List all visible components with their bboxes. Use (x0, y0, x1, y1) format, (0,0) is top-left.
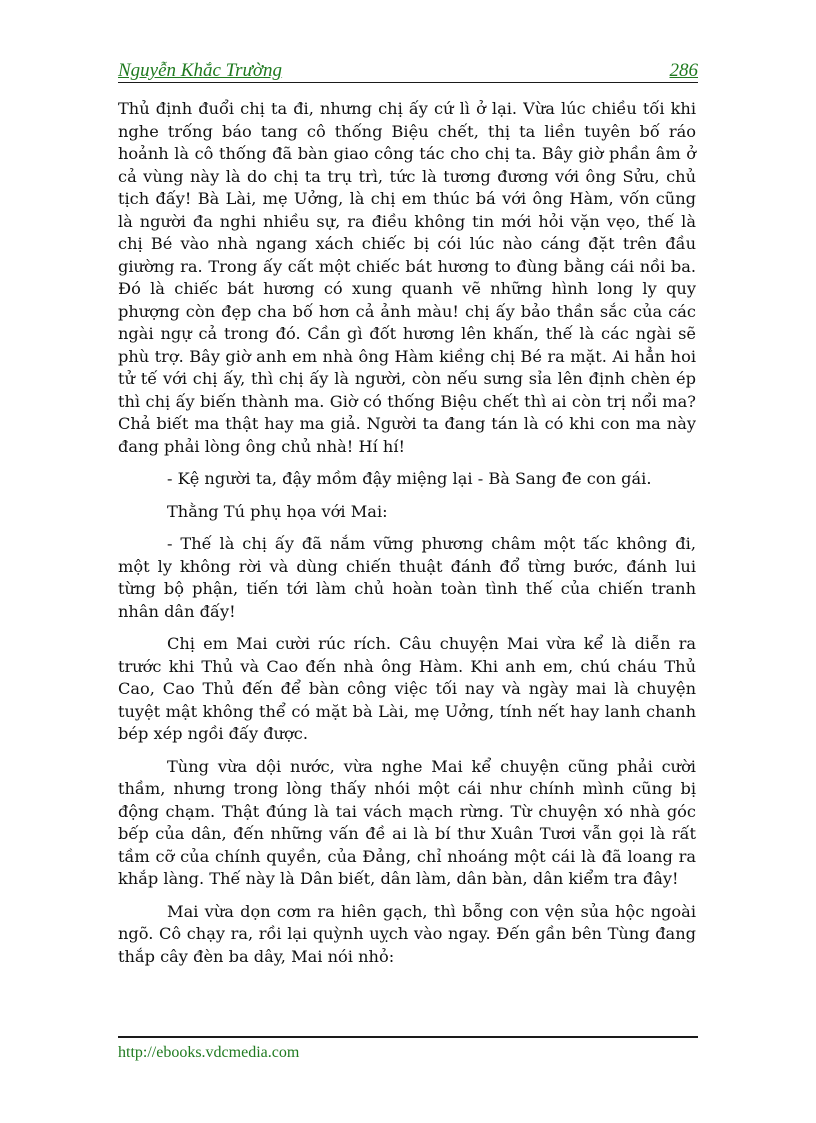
page-header (118, 58, 698, 83)
paragraph-4: - Thế là chị ấy đã nắm vững phương châm một tấc không đi, một ly không rời và dùng chiến thuật đánh đổ từng bước, đánh lui từng bộ phận, tiến tới làm chủ hoàn toàn tình thế của chiến tranh nhân dân đấy! (118, 534, 696, 621)
header-author: Nguyễn Khắc Trường (118, 60, 283, 81)
page-body (118, 98, 696, 978)
paragraph-2: - Kệ người ta, đậy mồm đậy miệng lại - Bà Sang đe con gái. (167, 469, 652, 488)
footer-url-link[interactable]: http://ebooks.vdcmedia.com (118, 1044, 300, 1061)
paragraph-3: Thằng Tú phụ họa với Mai: (167, 501, 388, 521)
footer-rule (118, 1036, 698, 1038)
paragraph-5: Chị em Mai cười rúc rích. Câu chuyện Mai vừa kể là diễn ra trước khi Thủ và Cao đến nhà ông Hàm. Khi anh em, chú cháu Thủ Cao, Cao Thủ đến để bàn công việc tối nay và ngày mai là chuyện tuyệt mật không thể có mặt bà Lài, mẹ Uởng, tính nết hay lanh chanh bép xép ngồi đấy được. (118, 634, 696, 743)
paragraph-1: Thủ định đuổi chị ta đi, nhưng chị ấy cứ lì ở lại. Vừa lúc chiều tối khi nghe trống báo tang cô thống Biệu chết, thị ta liền tuyên bố ráo hoảnh là cô thống đã bàn giao công tác cho chị ta. Bây giờ phần âm ở cả vùng này là do chị ta trụ trì, tức là tương đương với ông Sửu, chủ tịch đấy! Bà Lài, mẹ Uởng, là chị em thúc bá với ông Hàm, vốn cũng là người đa nghi nhiều sự, ra điều không tin mới hỏi vặn vẹo, thế là chị Bé vào nhà ngang xách chiếc bị cói lúc nào cáng đặt trên đầu giường ra. Trong ấy cất một chiếc bát hương to đùng bằng cái nồi ba. Đó là chiếc bát hương có xung quanh vẽ những hình long ly quy phượng còn đẹp cha bố hơn cả ảnh màu! chị ấy bảo thần sắc của các ngài ngự cả trong đó. Cần gì đốt hương lên khấn, thế là các ngài sẽ phù trợ. Bây giờ anh em nhà ông Hàm kiềng chị Bé ra mặt. Ai hẳn hoi tử tế với chị ấy, thì chị ấy là người, còn nếu sưng sỉa lên định chèn ép thì chị ấy biến thành ma. Giờ có thống Biệu chết thì ai còn trị nổi ma? Chả biết ma thật hay ma giả. Người ta đang tán là có khi con ma này đang phải lòng ông chủ nhà! Hí hí! (118, 99, 696, 456)
header-page-number: 286 (669, 60, 698, 81)
paragraph-6: Tùng vừa dội nước, vừa nghe Mai kể chuyện cũng phải cười thầm, nhưng trong lòng thấy nhói một cái như chính mình cũng bị động chạm. Thật đúng là tai vách mạch rừng. Từ chuyện xó nhà góc bếp của dân, đến những vấn đề ai là bí thư Xuân Tươi vẫn gọi là rất tầm cỡ của chính quyền, của Đảng, chỉ nhoáng một cái là đã loang ra khắp làng. Thế này là Dân biết, dân làm, dân bàn, dân kiểm tra đây! (118, 756, 696, 888)
paragraph-7: Mai vừa dọn cơm ra hiên gạch, thì bỗng con vện sủa hộc ngoài ngõ. Cô chạy ra, rồi lại quỳnh uỵch vào ngay. Đến gần bên Tùng đang thắp cây đèn ba dây, Mai nói nhỏ: (118, 901, 696, 966)
